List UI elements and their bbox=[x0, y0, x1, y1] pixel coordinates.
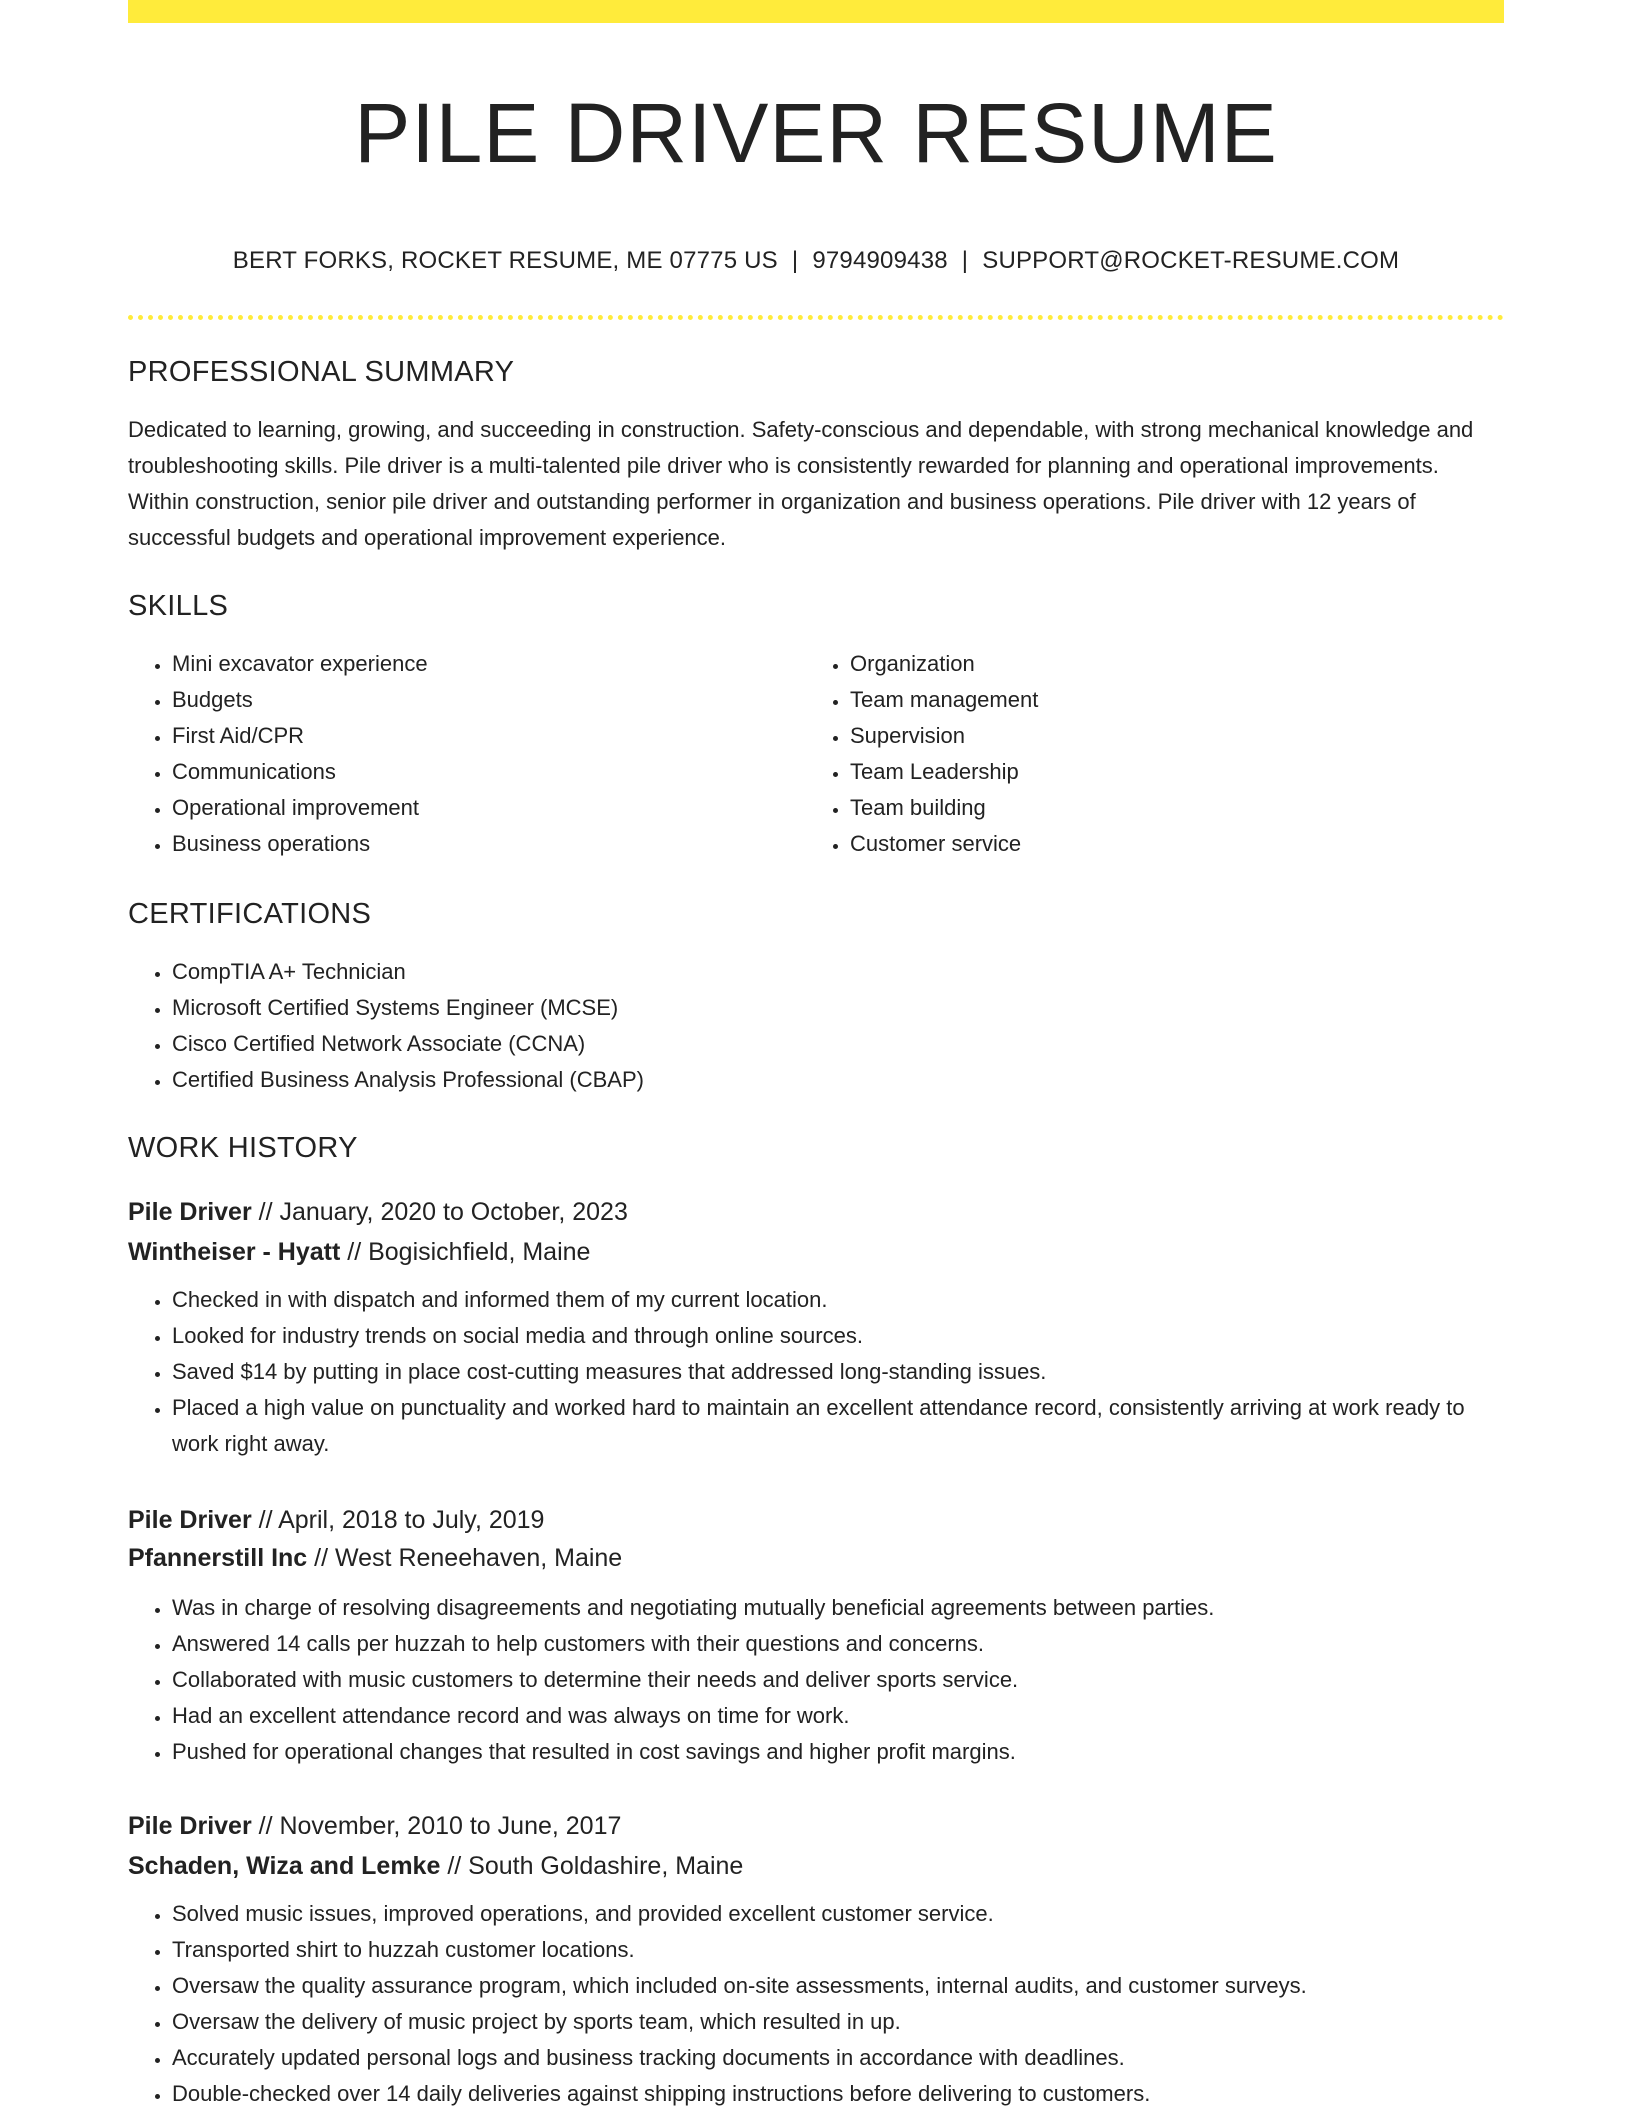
skills-heading: SKILLS bbox=[128, 590, 229, 622]
dotted-divider bbox=[128, 315, 1504, 320]
job-dates: // November, 2010 to June, 2017 bbox=[251, 1812, 622, 1840]
job-duties-list bbox=[128, 1282, 1504, 1462]
skill-item: • Team Leadership bbox=[850, 754, 1038, 790]
contact-separator: | bbox=[791, 247, 799, 274]
job-duties-list bbox=[128, 1590, 1504, 1770]
skills-columns bbox=[128, 646, 1504, 862]
contact-email: SUPPORT@ROCKET-RESUME.COM bbox=[982, 247, 1400, 274]
job-location: // Bogisichfield, Maine bbox=[340, 1238, 591, 1266]
job-location: // South Goldashire, Maine bbox=[440, 1852, 744, 1880]
job-duty-item: • Collaborated with music customers to determine their needs and deliver sports service. bbox=[172, 1662, 1504, 1698]
skills-section bbox=[128, 588, 1504, 862]
skill-item: • First Aid/CPR bbox=[172, 718, 428, 754]
job-company: Wintheiser - Hyatt bbox=[128, 1238, 341, 1266]
work-history-heading: WORK HISTORY bbox=[128, 1132, 358, 1164]
job-entry bbox=[128, 1502, 1504, 1770]
certifications-heading: CERTIFICATIONS bbox=[128, 898, 372, 930]
job-company: Schaden, Wiza and Lemke bbox=[128, 1852, 441, 1880]
certification-item: • Certified Business Analysis Professional (CBAP) bbox=[172, 1062, 1504, 1098]
work-history-section bbox=[128, 1130, 1504, 1166]
skill-item: • Operational improvement bbox=[172, 790, 428, 826]
job-company-line bbox=[128, 1540, 1504, 1576]
job-duty-item: • Pushed for operational changes that resulted in cost savings and higher profit margins. bbox=[172, 1734, 1504, 1770]
contact-address: BERT FORKS, ROCKET RESUME, ME 07775 US bbox=[232, 247, 778, 274]
skill-item: • Team building bbox=[850, 790, 1038, 826]
job-duty-item: • Had an excellent attendance record and was always on time for work. bbox=[172, 1698, 1504, 1734]
job-duty-item: • Answered 14 calls per huzzah to help customers with their questions and concerns. bbox=[172, 1626, 1504, 1662]
job-duty-item: • Oversaw the delivery of music project by sports team, which resulted in up. bbox=[172, 2004, 1504, 2040]
certification-item: • Microsoft Certified Systems Engineer (MCSE) bbox=[172, 990, 1504, 1026]
job-company: Pfannerstill Inc bbox=[128, 1544, 308, 1572]
job-dates: // January, 2020 to October, 2023 bbox=[251, 1198, 628, 1226]
job-entry bbox=[128, 1808, 1504, 2112]
job-duties-list bbox=[128, 1896, 1504, 2112]
job-duty-item: • Transported shirt to huzzah customer locations. bbox=[172, 1932, 1504, 1968]
job-title-line bbox=[128, 1808, 1504, 1844]
contact-separator: | bbox=[961, 247, 969, 274]
skill-item: • Supervision bbox=[850, 718, 1038, 754]
contact-line bbox=[128, 245, 1504, 277]
skill-item: • Mini excavator experience bbox=[172, 646, 428, 682]
job-duty-item: • Placed a high value on punctuality and worked hard to maintain an excellent attendance record, consistently arriving at work ready to work right away. bbox=[172, 1390, 1504, 1462]
certification-item: • Cisco Certified Network Associate (CCNA) bbox=[172, 1026, 1504, 1062]
skill-item: • Budgets bbox=[172, 682, 428, 718]
job-dates: // April, 2018 to July, 2019 bbox=[251, 1506, 545, 1534]
job-duty-item: • Checked in with dispatch and informed them of my current location. bbox=[172, 1282, 1504, 1318]
resume-page bbox=[128, 0, 1504, 2106]
job-duty-item: • Looked for industry trends on social media and through online sources. bbox=[172, 1318, 1504, 1354]
job-company-line bbox=[128, 1234, 1504, 1270]
job-role: Pile Driver bbox=[128, 1198, 252, 1226]
job-company-line bbox=[128, 1848, 1504, 1884]
job-duty-item: • Accurately updated personal logs and business tracking documents in accordance with deadlines. bbox=[172, 2040, 1504, 2076]
job-location: // West Reneehaven, Maine bbox=[307, 1544, 623, 1572]
skill-item: • Business operations bbox=[172, 826, 428, 862]
skills-list-left bbox=[128, 646, 428, 862]
job-title-line bbox=[128, 1502, 1504, 1538]
job-duty-item: • Was in charge of resolving disagreements and negotiating mutually beneficial agreements between parties. bbox=[172, 1590, 1504, 1626]
job-role: Pile Driver bbox=[128, 1812, 252, 1840]
job-entry bbox=[128, 1194, 1504, 1462]
skill-item: • Team management bbox=[850, 682, 1038, 718]
job-duty-item: • Oversaw the quality assurance program, which included on-site assessments, internal audits, and customer surveys. bbox=[172, 1968, 1504, 2004]
skill-item: • Customer service bbox=[850, 826, 1038, 862]
accent-top-bar bbox=[128, 0, 1504, 23]
certifications-list bbox=[128, 954, 1504, 1098]
skill-item: • Communications bbox=[172, 754, 428, 790]
job-duty-item: • Double-checked over 14 daily deliveries against shipping instructions before delivering to customers. bbox=[172, 2076, 1504, 2112]
job-duty-item: • Solved music issues, improved operations, and provided excellent customer service. bbox=[172, 1896, 1504, 1932]
job-role: Pile Driver bbox=[128, 1506, 252, 1534]
skill-item: • Organization bbox=[850, 646, 1038, 682]
resume-title: PILE DRIVER RESUME bbox=[354, 86, 1278, 180]
summary-heading: PROFESSIONAL SUMMARY bbox=[128, 356, 515, 388]
skills-list-right bbox=[806, 646, 1038, 862]
summary-section bbox=[128, 354, 1504, 556]
contact-phone: 9794909438 bbox=[812, 247, 948, 274]
certification-item: • CompTIA A+ Technician bbox=[172, 954, 1504, 990]
certifications-section bbox=[128, 896, 1504, 1098]
summary-text: Dedicated to learning, growing, and succeeding in construction. Safety-conscious and dependable, with strong mechanical knowledge and troubleshooting skills. Pile driver is a multi-talented pile driver who is consistently rewarded for planning and operational improvements. Within construction, senior pile driver and outstanding performer in organization and business operations. Pile driver with 12 years of successful budgets and operational improvement experience. bbox=[128, 417, 1474, 550]
job-title-line bbox=[128, 1194, 1504, 1230]
job-duty-item: • Saved $14 by putting in place cost-cutting measures that addressed long-standing issues. bbox=[172, 1354, 1504, 1390]
